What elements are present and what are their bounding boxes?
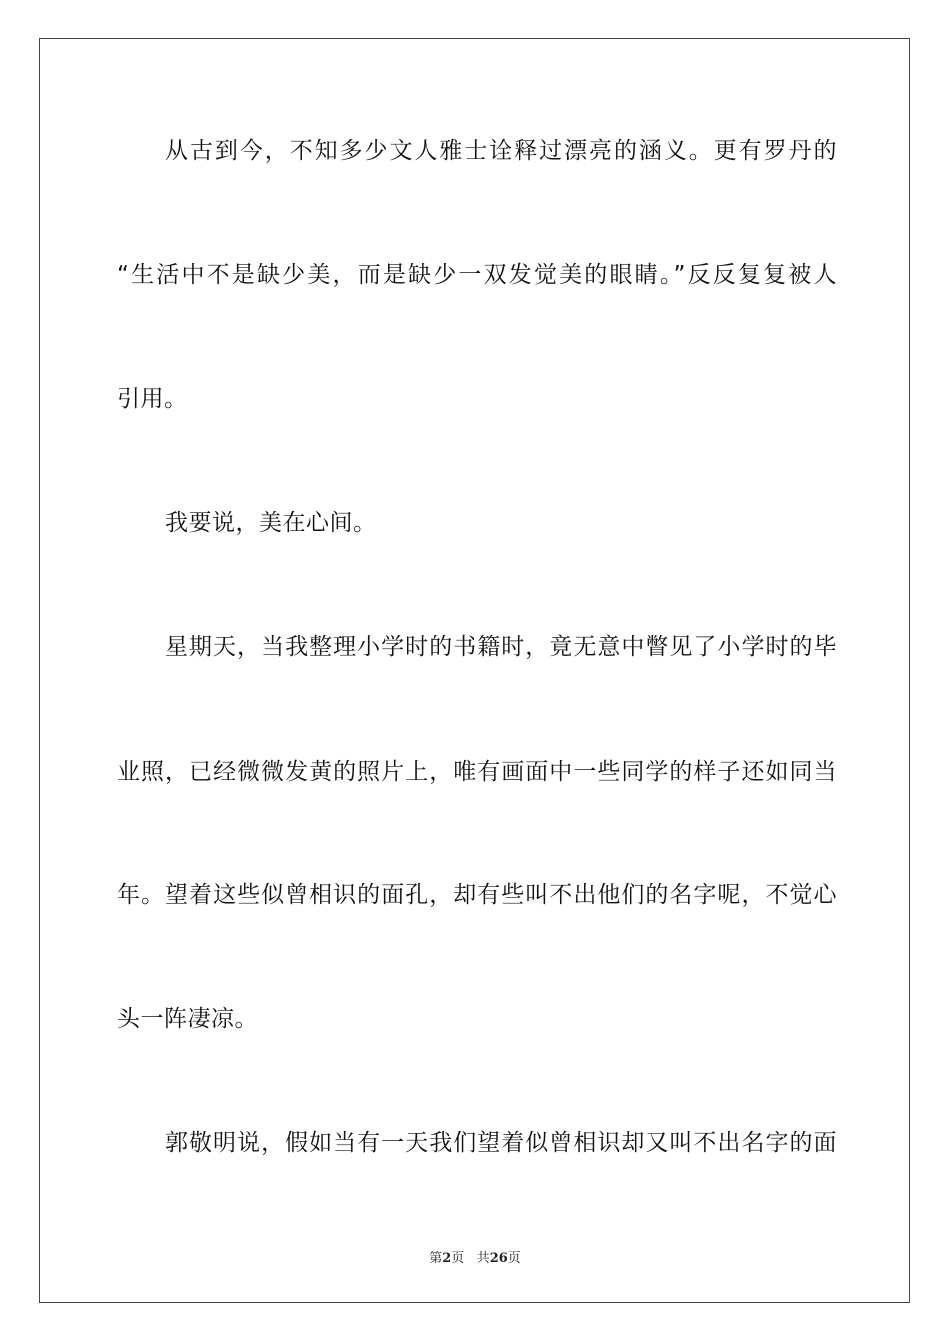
paragraph-line-7: 年。望着这些似曾相识的面孔，却有些叫不出他们的名字呢，不觉心 [117, 882, 837, 908]
paragraph-line-4: 我要说，美在心间。 [165, 510, 377, 536]
paragraph-line-9: 郭敬明说，假如当有一天我们望着似曾相识却又叫不出名字的面 [165, 1130, 837, 1156]
footer-total-suffix: 页 [507, 1251, 521, 1266]
paragraph-line-1: 从古到今，不知多少文人雅士诠释过漂亮的涵义。更有罗丹的 [165, 138, 837, 164]
paragraph-line-8: 头一阵凄凉。 [117, 1006, 258, 1032]
paragraph-line-3: 引用。 [117, 386, 188, 412]
paragraph-line-5: 星期天，当我整理小学时的书籍时，竟无意中瞥见了小学时的毕 [165, 634, 837, 660]
footer-prefix: 第 [429, 1251, 443, 1266]
page-footer [0, 1247, 950, 1266]
footer-page-number: 2 [442, 1251, 452, 1266]
paragraph-line-2: “生活中不是缺少美，而是缺少一双发觉美的眼睛。”反反复复被人 [117, 262, 837, 288]
footer-page-suffix: 页 [451, 1251, 465, 1266]
footer-total-pages: 26 [489, 1251, 508, 1266]
footer-total-prefix: 共 [476, 1251, 490, 1266]
paragraph-line-6: 业照，已经微微发黄的照片上，唯有画面中一些同学的样子还如同当 [117, 759, 837, 785]
page-frame [39, 38, 910, 1303]
